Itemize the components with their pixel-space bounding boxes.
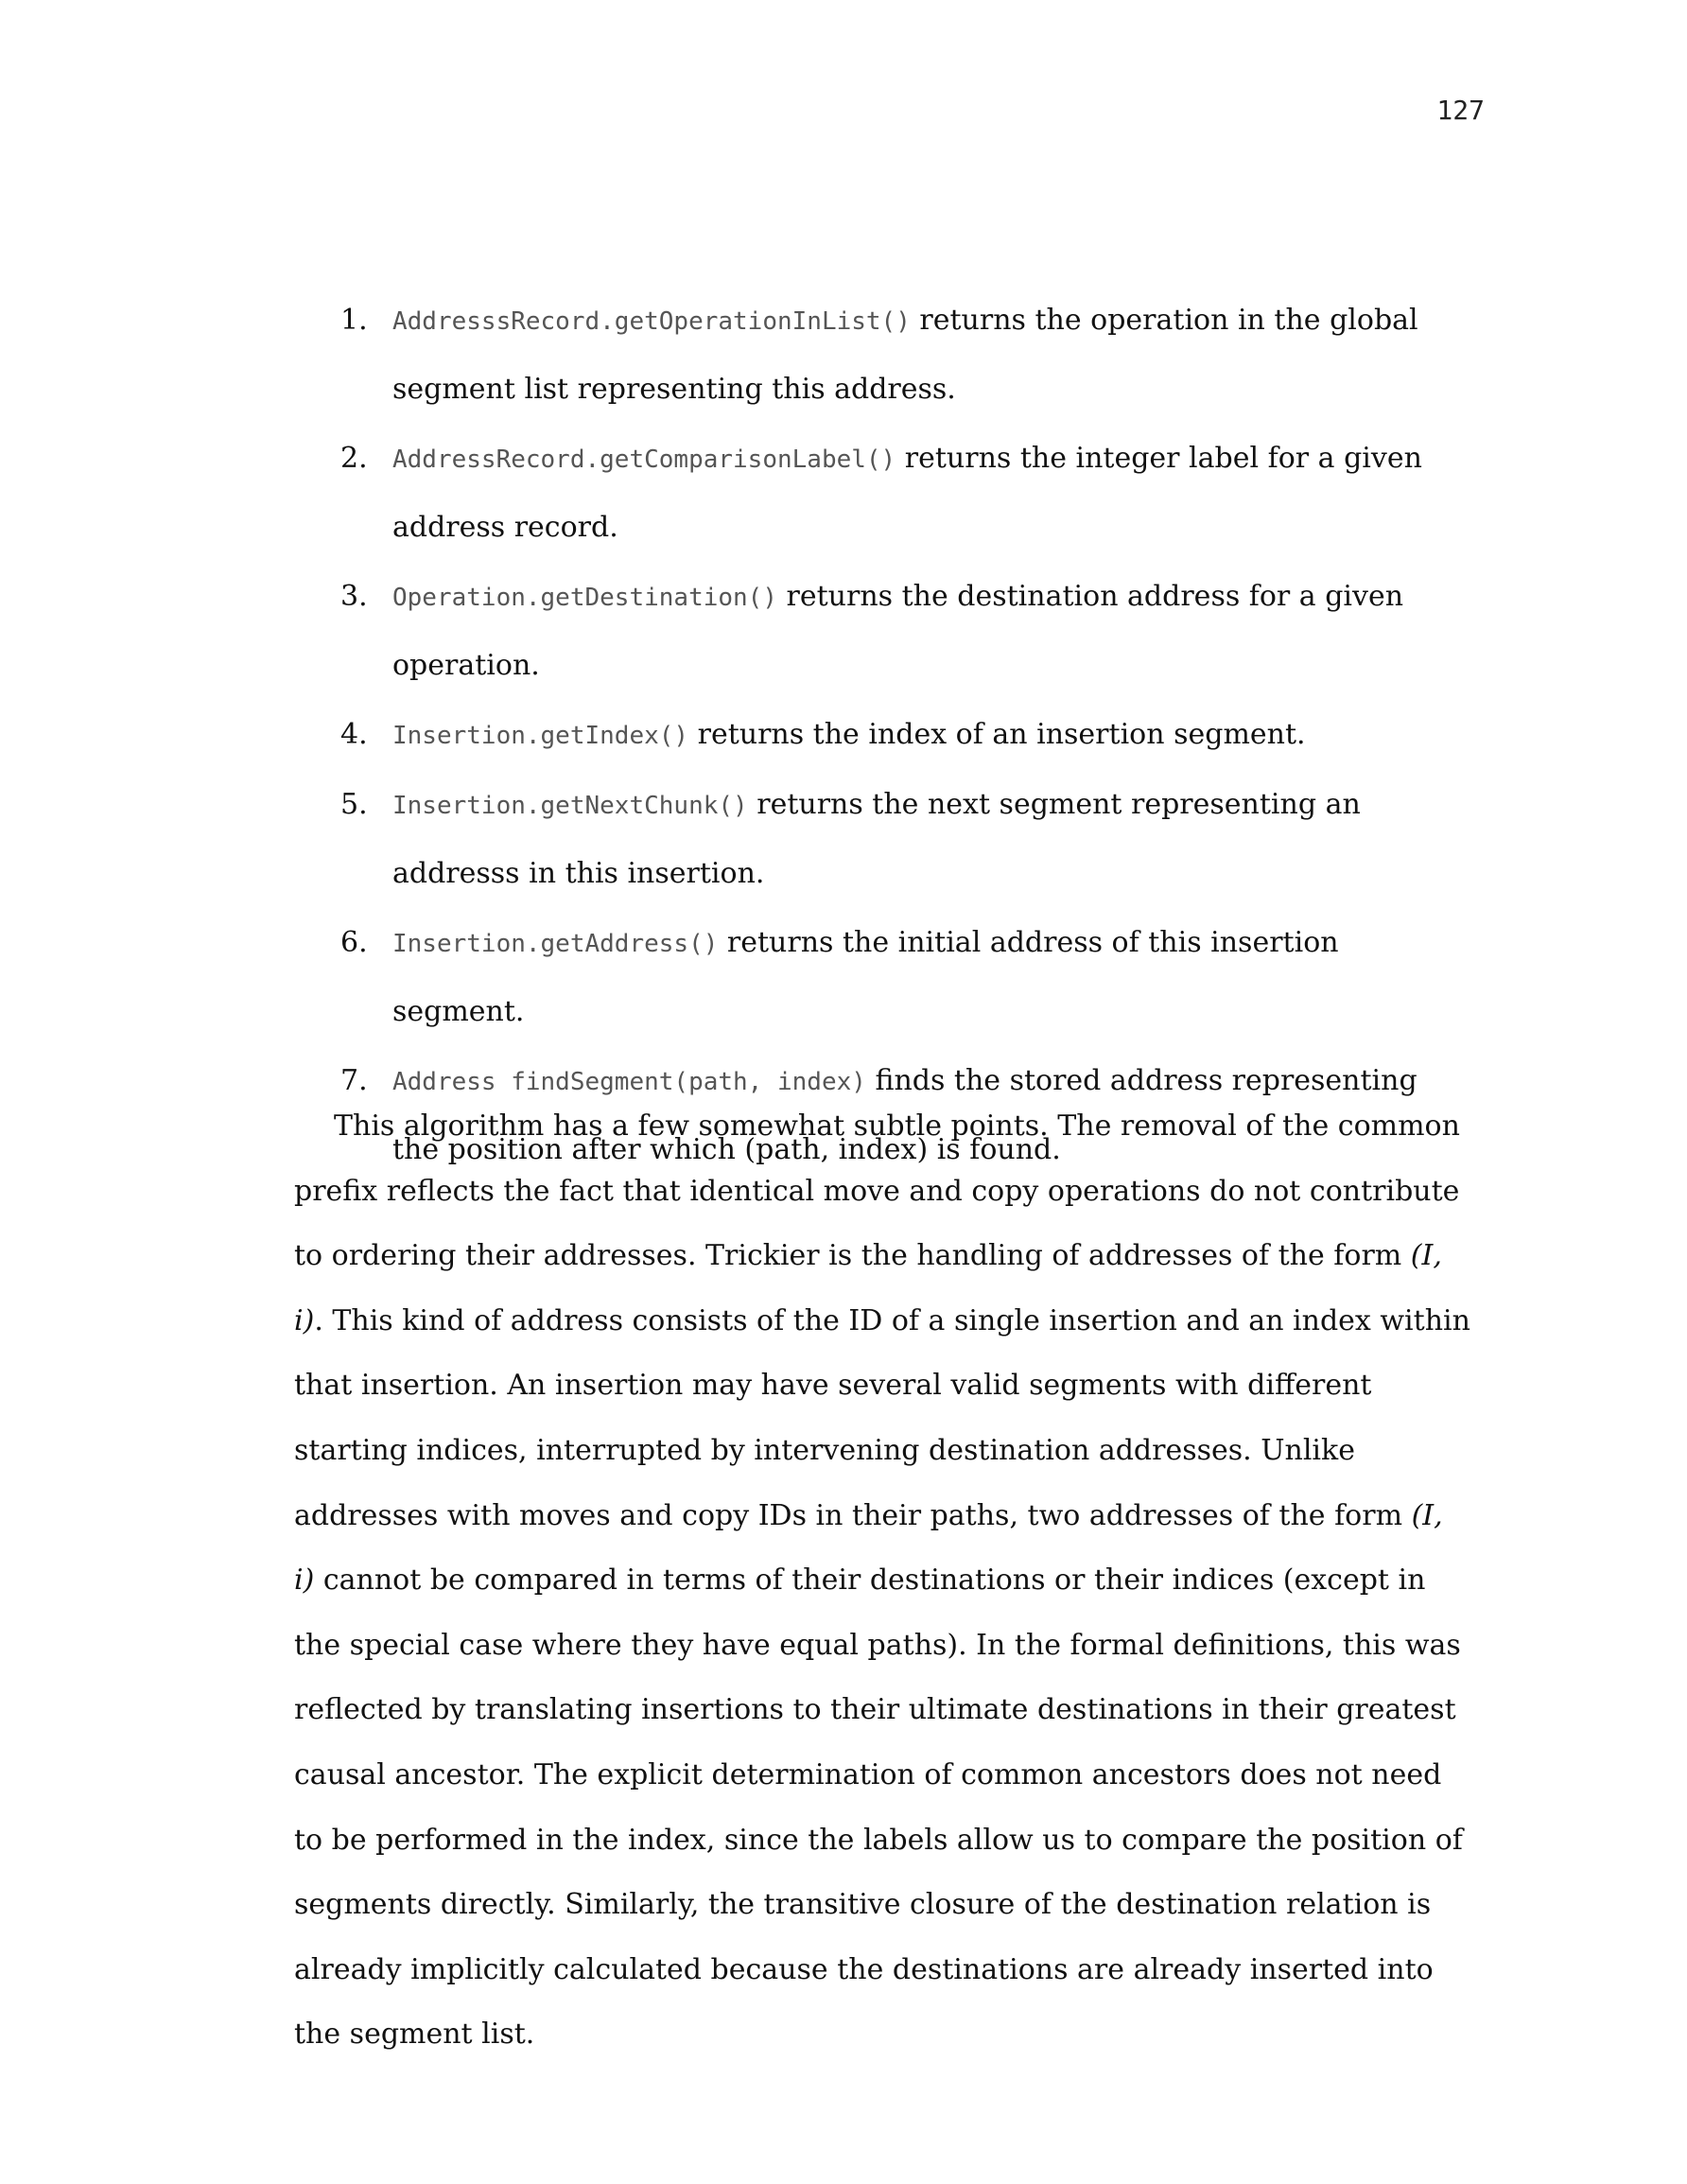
method-code: AddressRecord.getComparisonLabel() — [392, 446, 896, 474]
list-item — [340, 425, 1456, 562]
method-code: Operation.getDestination() — [392, 584, 777, 612]
method-description: returns the next segment representing an addresss in this insertion. — [392, 788, 1361, 890]
list-item — [340, 563, 1456, 700]
method-description: returns the index of an insertion segment. — [688, 718, 1306, 751]
list-item — [340, 287, 1456, 424]
method-list — [340, 287, 1456, 1185]
method-code: AddresssRecord.getOperationInList() — [392, 307, 911, 336]
list-item-number: 7. — [340, 1064, 368, 1097]
list-item — [340, 771, 1456, 908]
list-item-number: 5. — [340, 788, 368, 821]
method-description: returns the destination address for a given operation. — [392, 580, 1404, 682]
math-expression: (I, i) — [294, 1498, 1443, 1598]
paragraph-text: . This kind of address consists of the ID of a single insertion and an index within that insertion. An insertion may have several valid segments with different starting indices, interrupted by intervening destination addresses. Unlike addresses with moves and copy IDs in their paths, two addresses of the form — [294, 1303, 1470, 1532]
method-description: returns the integer label for a given address record. — [392, 442, 1422, 544]
list-item-number: 1. — [340, 304, 368, 337]
list-item-number: 2. — [340, 442, 368, 475]
list-item — [340, 909, 1456, 1046]
method-description: returns the initial address of this insertion segment. — [392, 926, 1339, 1028]
method-code: Address findSegment(path, index) — [392, 1068, 866, 1096]
page-number: 127 — [1436, 95, 1485, 126]
list-item-number: 4. — [340, 718, 368, 751]
list-item-number: 6. — [340, 926, 368, 959]
list-item-number: 3. — [340, 580, 368, 613]
method-description: finds the stored address representing the position after which (path, index) is found. — [392, 1064, 1417, 1166]
math-expression: (I, i) — [294, 1239, 1442, 1337]
paragraph-text: This algorithm has a few somewhat subtle points. The removal of the common prefix reflects the fact that identical move and copy operations do not contribute to ordering their addresses. Trickier is the handling of addresses of the form — [294, 1109, 1460, 1273]
method-description: returns the operation in the global segment list representing this address. — [392, 304, 1418, 406]
paragraph-text: cannot be compared in terms of their destinations or their indices (except in the special case where they have equal paths). In the formal definitions, this was reflected by translating insertions to their ultimate destinations in their greatest causal ancestor. The explicit determination of common ancestors does not need to be performed in the index, since the labels allow us to compare the position of segments directly. Similarly, the transitive closure of the destination relation is already implicitly calculated because the destinations are already inserted into the segment list. — [294, 1564, 1463, 2052]
method-code: Insertion.getNextChunk() — [392, 792, 748, 820]
method-code: Insertion.getAddress() — [392, 930, 719, 958]
body-paragraph — [294, 1094, 1471, 2068]
method-code: Insertion.getIndex() — [392, 722, 689, 750]
list-item — [340, 701, 1456, 770]
